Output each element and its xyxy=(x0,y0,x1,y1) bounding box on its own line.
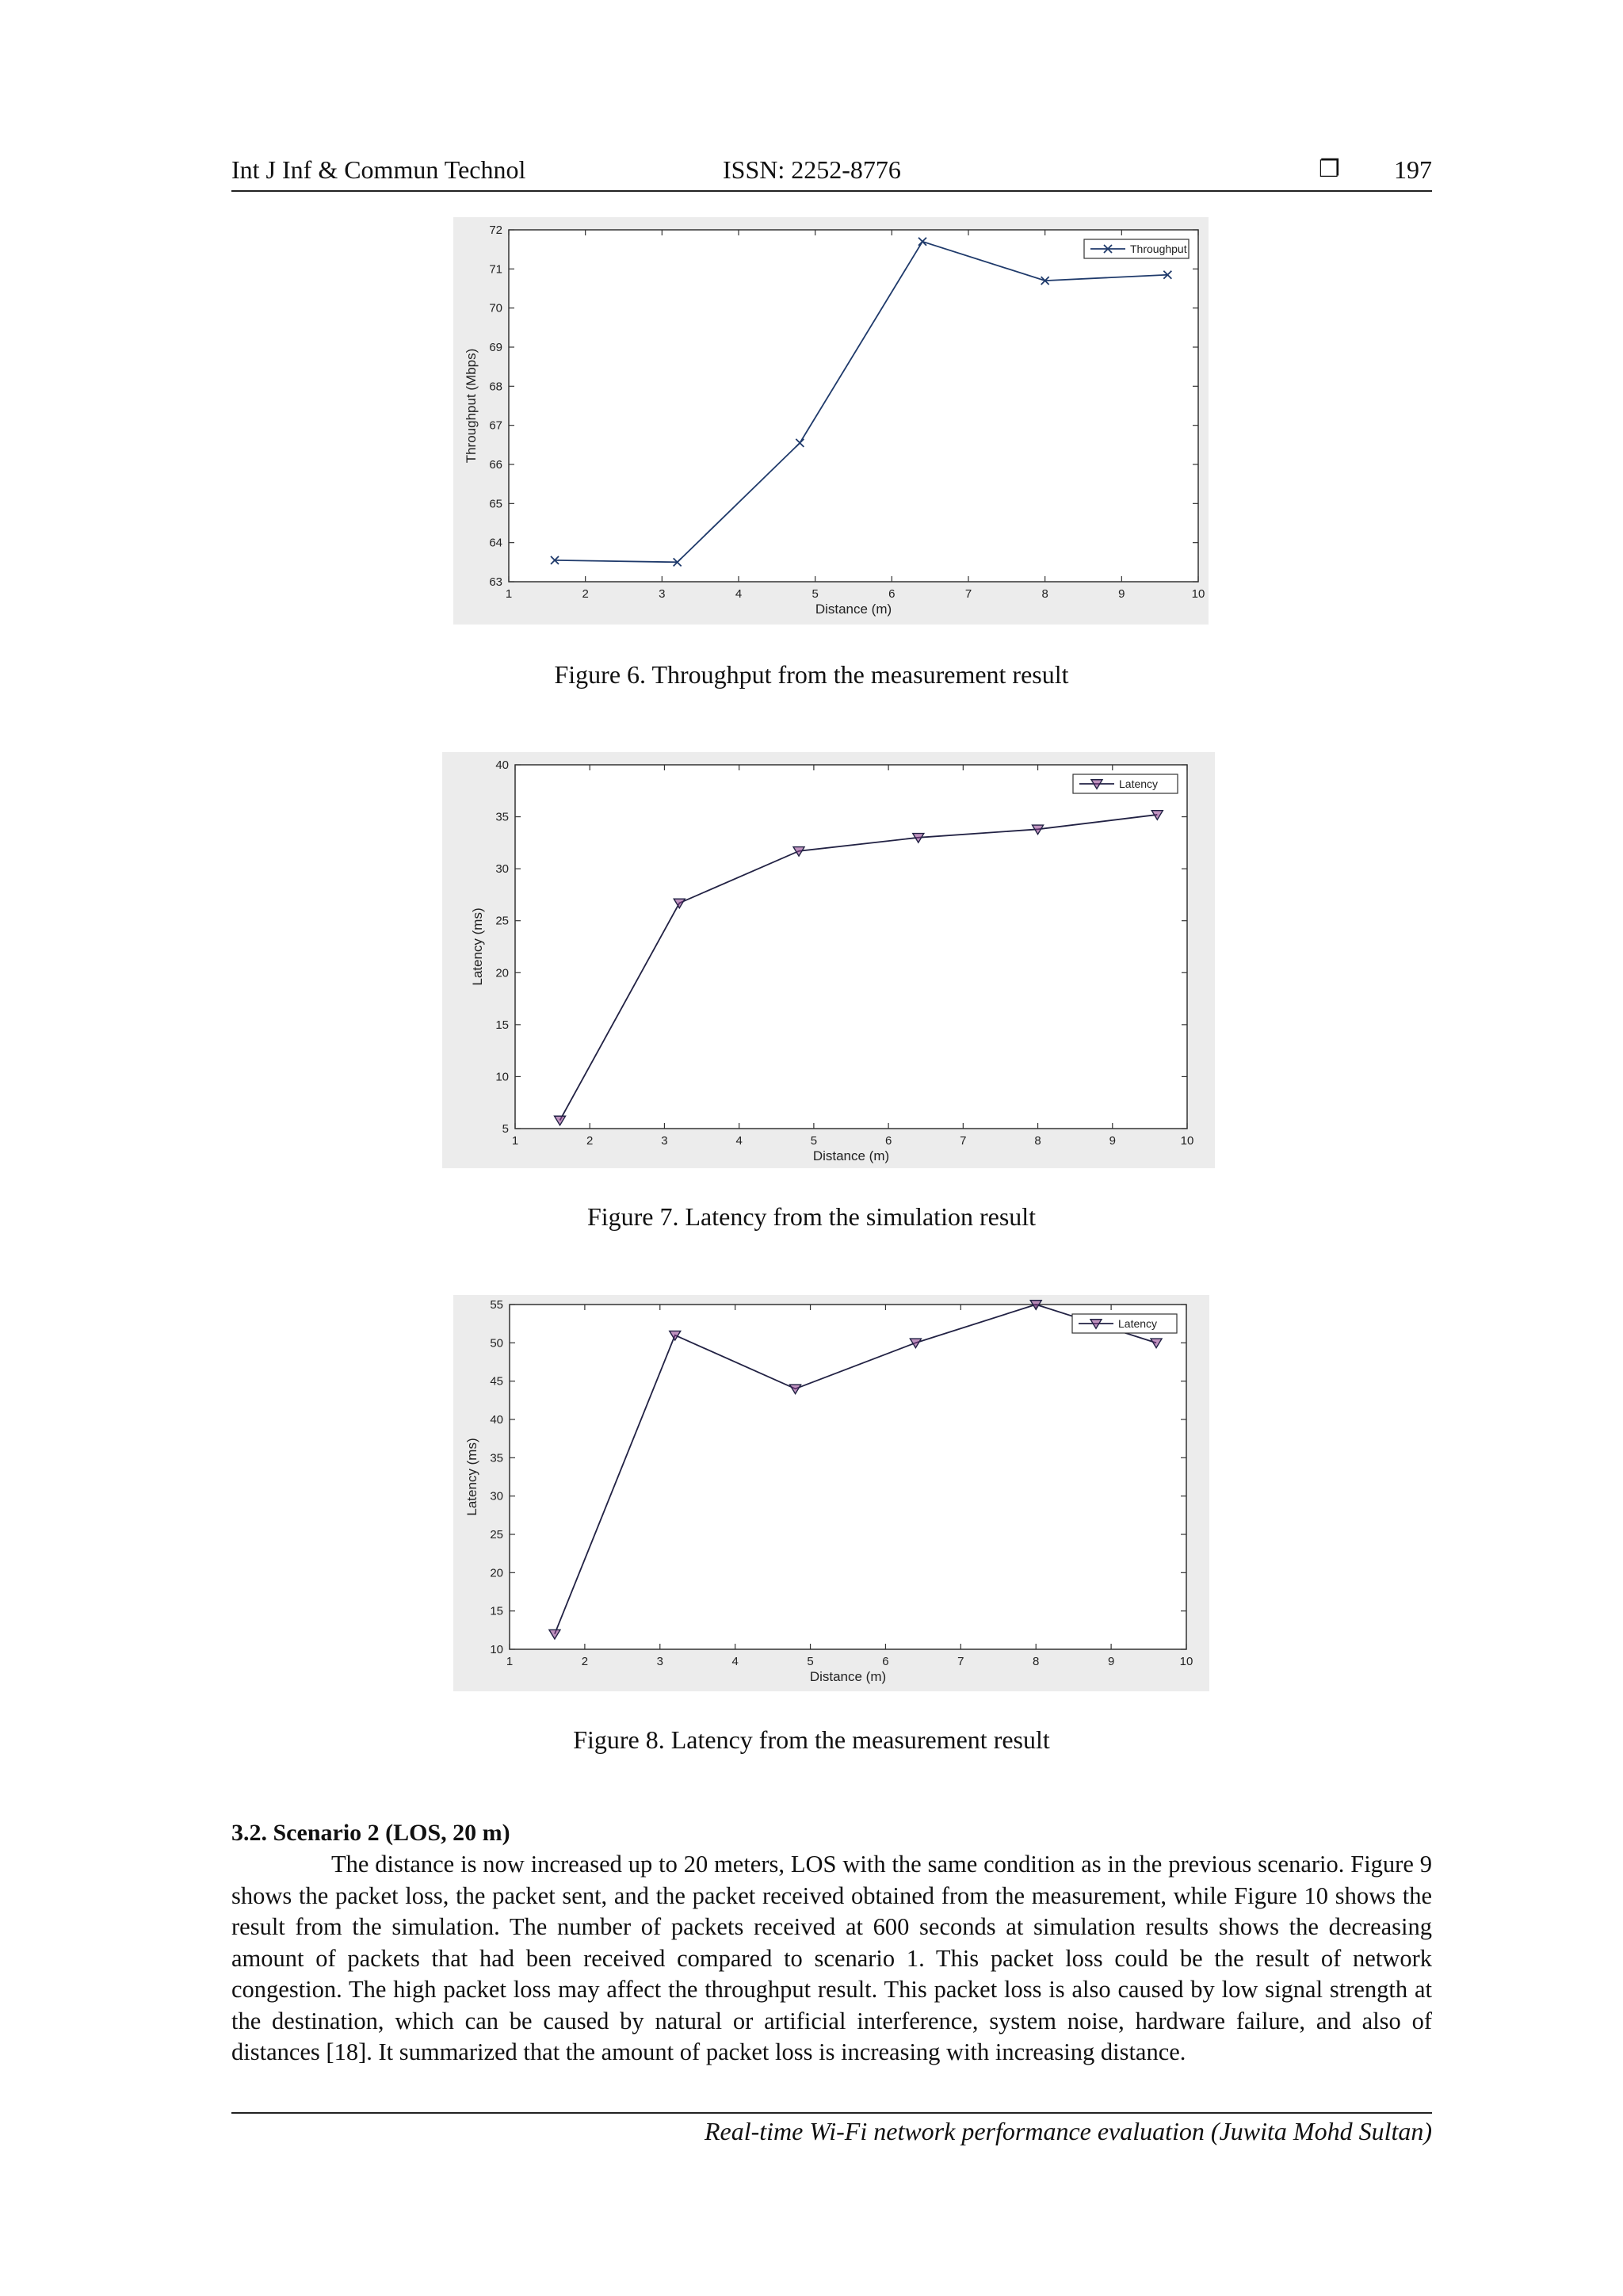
plot-area xyxy=(509,230,1198,582)
x-tick-label: 2 xyxy=(581,1655,589,1668)
figure-6-throughput-chart xyxy=(453,217,1209,625)
x-tick-label: 5 xyxy=(812,587,819,601)
section-heading: 3.2. Scenario 2 (LOS, 20 m) xyxy=(231,1820,510,1846)
figure-8-latency-chart xyxy=(453,1295,1209,1691)
y-tick-label: 35 xyxy=(495,810,509,824)
y-axis-label: Throughput (Mbps) xyxy=(464,348,479,464)
y-tick-label: 35 xyxy=(490,1451,503,1465)
figure-7-caption: Figure 7. Latency from the simulation result xyxy=(586,1202,1037,1231)
y-tick-label: 66 xyxy=(489,458,502,472)
x-tick-label: 7 xyxy=(960,1134,967,1148)
x-tick-label: 8 xyxy=(1041,587,1048,601)
y-tick-label: 40 xyxy=(490,1413,503,1427)
chart-svg xyxy=(453,1295,1209,1691)
y-tick-label: 45 xyxy=(490,1374,503,1389)
x-axis-label: Distance (m) xyxy=(815,602,892,617)
x-tick-label: 5 xyxy=(807,1655,814,1668)
figure-6-caption: Figure 6. Throughput from the measurement result xyxy=(554,660,1069,689)
y-tick-label: 15 xyxy=(495,1018,509,1032)
x-tick-label: 1 xyxy=(505,587,513,601)
x-tick-label: 6 xyxy=(882,1655,889,1668)
x-tick-label: 1 xyxy=(506,1655,514,1668)
x-tick-label: 1 xyxy=(511,1134,519,1148)
y-tick-label: 69 xyxy=(489,341,502,354)
chart-legend xyxy=(1072,1314,1177,1333)
y-tick-label: 25 xyxy=(495,914,509,928)
x-tick-label: 3 xyxy=(656,1655,663,1668)
legend-label: Latency xyxy=(1118,1317,1158,1330)
issn: ISSN: 2252-8776 xyxy=(723,155,901,184)
y-tick-label: 67 xyxy=(489,418,502,433)
y-tick-label: 20 xyxy=(490,1566,503,1580)
x-axis-label: Distance (m) xyxy=(809,1669,887,1684)
y-tick-label: 15 xyxy=(490,1604,503,1618)
y-tick-label: 25 xyxy=(490,1528,503,1541)
x-tick-label: 8 xyxy=(1034,1134,1041,1148)
plot-area xyxy=(510,1305,1186,1649)
x-tick-label: 3 xyxy=(659,587,666,601)
x-tick-label: 9 xyxy=(1109,1134,1116,1148)
y-tick-label: 5 xyxy=(502,1122,509,1136)
y-tick-label: 10 xyxy=(490,1643,503,1656)
journal-name: Int J Inf & Commun Technol xyxy=(231,155,526,184)
y-tick-label: 40 xyxy=(495,758,509,772)
x-tick-label: 4 xyxy=(735,1134,743,1148)
y-tick-label: 65 xyxy=(489,497,502,511)
x-tick-label: 4 xyxy=(731,1655,739,1668)
y-axis-label: Latency (ms) xyxy=(470,907,485,986)
chart-legend xyxy=(1084,239,1189,258)
y-tick-label: 70 xyxy=(489,301,502,315)
y-tick-label: 68 xyxy=(489,380,502,394)
figure-7-latency-chart xyxy=(442,752,1215,1168)
y-tick-label: 55 xyxy=(490,1298,503,1312)
y-axis-label: Latency (ms) xyxy=(464,1438,479,1516)
chart-svg xyxy=(442,752,1215,1168)
page-footer xyxy=(231,2112,1432,2146)
x-tick-label: 10 xyxy=(1191,587,1205,601)
body-paragraph: The distance is now increased up to 20 meters, LOS with the same condition as in the previous scenario. Figure 9 shows the packet loss, the packet sent, and the packet received obtained from the measurement, while Figure 10 shows the result from the simulation. The number of packets received at 600 seconds at simulation results shows the decreasing amount of packets that had been received compared to scenario 1. This packet loss could be the result of network congestion. The high packet loss may affect the throughput result. This packet loss is also caused by low signal strength at the destination, which can be caused by natural or artificial interference, system noise, hardware failure, and also of distances [18]. It summarized that the amount of packet loss is increasing with increasing distance. xyxy=(231,1851,1432,2065)
y-tick-label: 63 xyxy=(489,575,502,589)
x-tick-label: 8 xyxy=(1033,1655,1040,1668)
x-tick-label: 9 xyxy=(1118,587,1125,601)
x-tick-label: 9 xyxy=(1107,1655,1115,1668)
x-tick-label: 4 xyxy=(735,587,743,601)
x-tick-label: 3 xyxy=(661,1134,668,1148)
y-tick-label: 30 xyxy=(490,1489,503,1503)
running-title: Real-time Wi-Fi network performance evaluation (Juwita Mohd Sultan) xyxy=(704,2117,1432,2145)
y-tick-label: 64 xyxy=(489,536,502,550)
x-tick-label: 7 xyxy=(957,1655,964,1668)
legend-label: Throughput xyxy=(1130,243,1187,255)
chart-svg xyxy=(453,217,1209,625)
y-tick-label: 72 xyxy=(489,223,502,237)
y-tick-label: 20 xyxy=(495,966,509,980)
x-tick-label: 6 xyxy=(884,1134,892,1148)
chart-legend xyxy=(1073,774,1178,793)
y-tick-label: 71 xyxy=(489,262,502,277)
x-tick-label: 10 xyxy=(1180,1134,1194,1148)
y-tick-label: 50 xyxy=(490,1336,503,1350)
plot-area xyxy=(515,765,1187,1129)
x-tick-label: 7 xyxy=(964,587,972,601)
page-header xyxy=(231,155,1432,192)
legend-label: Latency xyxy=(1119,777,1159,790)
y-tick-label: 10 xyxy=(495,1070,509,1084)
y-tick-label: 30 xyxy=(495,862,509,877)
page-number: 197 xyxy=(1394,155,1432,184)
x-tick-label: 10 xyxy=(1179,1655,1193,1668)
x-tick-label: 2 xyxy=(582,587,589,601)
x-tick-label: 5 xyxy=(810,1134,818,1148)
x-tick-label: 2 xyxy=(586,1134,594,1148)
box-icon: ❐ xyxy=(1319,155,1340,183)
x-tick-label: 6 xyxy=(888,587,896,601)
x-axis-label: Distance (m) xyxy=(812,1148,890,1163)
figure-8-caption: Figure 8. Latency from the measurement result xyxy=(573,1725,1050,1754)
